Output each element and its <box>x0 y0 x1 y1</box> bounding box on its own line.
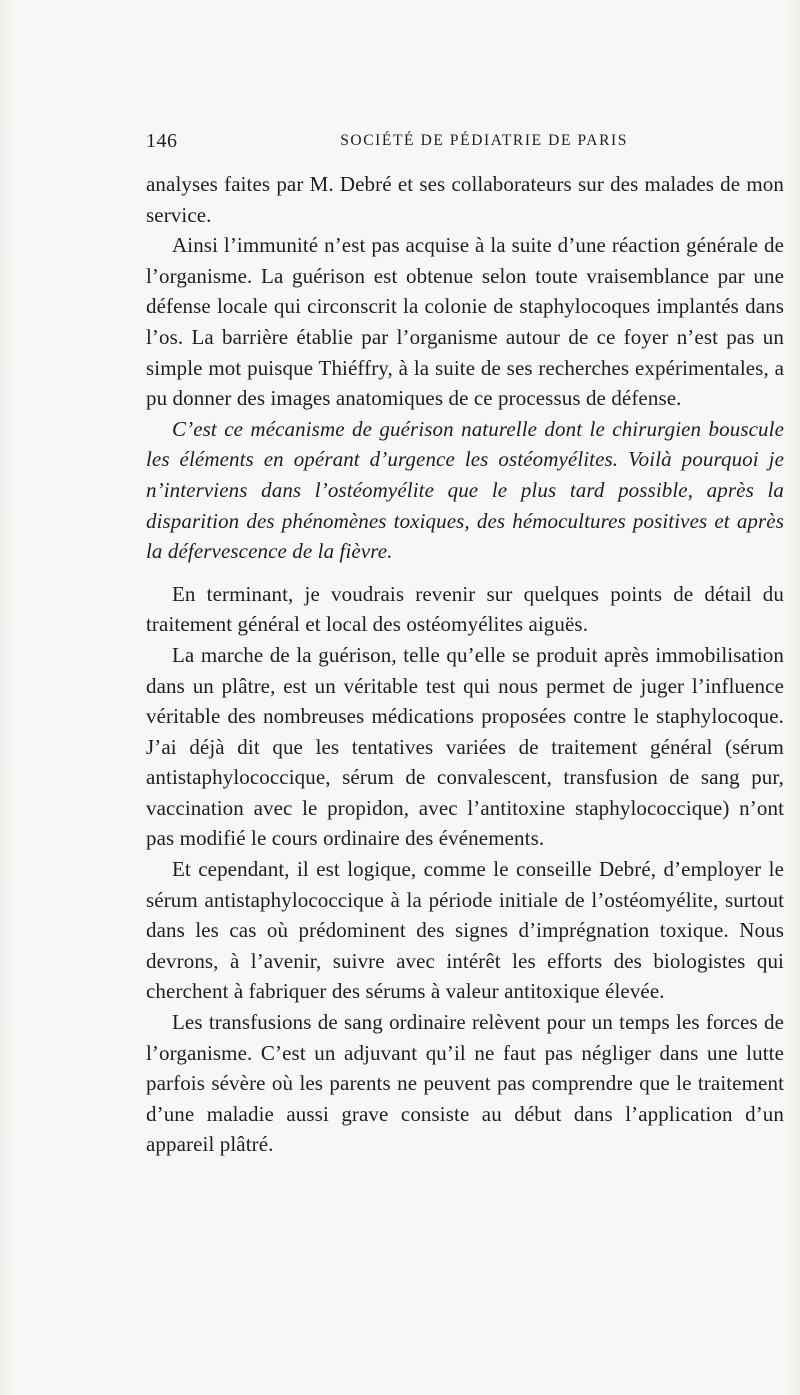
paragraph-healing-test: La marche de la guérison, telle qu’elle se produit après immobilisation dans un plâtre, est un véritable test qui nous permet de juger l’influence véritable des nombreuses médications proposées contre le staphylocoque. J’ai déjà dit que les tentatives variées de traitement général (sérum antistaphylococcique, sérum de convalescent, transfusion de sang pur, vaccination avec le propidon, avec l’antitoxine staphylococcique) n’ont pas modifié le cours ordinaire des événements. <box>146 642 784 851</box>
paragraph-immunity: Ainsi l’immunité n’est pas acquise à la suite d’une réaction générale de l’organisme. La guérison est obtenue selon toute vraisemblance par une défense locale qui circonscrit la colonie de staphylocoques implantés dans l’os. La barrière établie par l’organisme autour de ce foyer n’est pas un simple mot puisque Thiéffry, à la suite de ses recherches expérimentales, a pu donner des images anatomiques de ce processus de défense. <box>146 233 784 411</box>
paragraph-serum: Et cependant, il est logique, comme le conseille Debré, d’employer le sérum antistaphylococcique à la période initiale de l’ostéomyélite, surtout dans les cas où prédominent des signes d’imprégnation toxique. Nous devrons, à l’avenir, suivre avec intérêt les efforts des biologistes qui cherchent à fabriquer des sérums à valeur antitoxique élevée. <box>146 857 784 1004</box>
page-header <box>146 130 628 156</box>
paragraph-terminating: En terminant, je voudrais revenir sur quelques points de détail du traitement général et local des ostéomyélites aiguës. <box>146 581 784 637</box>
body-text <box>146 169 784 1160</box>
paragraph-italic-mechanism: C’est ce mécanisme de guérison naturelle dont le chirurgien bouscule les éléments en opérant d’urgence les ostéomyélites. Voilà pourquoi je n’interviens dans l’ostéomyélite que le plus tard possible, après la disparition des phénomènes toxiques, des hémocultures positives et après la défervescence de la fièvre. <box>146 416 784 564</box>
section-gap <box>146 567 784 579</box>
paragraph-continuation: analyses faites par M. Debré et ses collaborateurs sur des malades de mon service. <box>146 172 784 227</box>
paragraph-transfusions: Les transfusions de sang ordinaire relèvent pour un temps les forces de l’organisme. C’est un adjuvant qu’il ne faut pas négliger dans une lutte parfois sévère où les parents ne peuvent pas comprendre que le traitement d’une maladie aussi grave consiste au début dans l’application d’un appareil plâtré. <box>146 1010 784 1157</box>
running-head: SOCIÉTÉ DE PÉDIATRIE DE PARIS <box>340 132 628 149</box>
page-number: 146 <box>146 130 178 152</box>
